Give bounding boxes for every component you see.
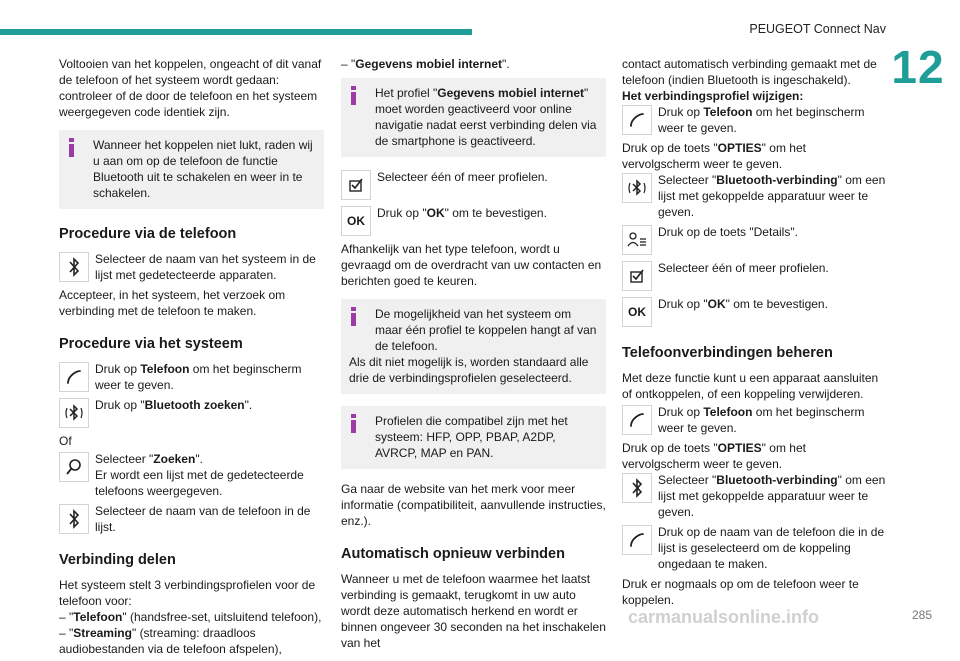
step: Druk op de toets "Details". [622, 224, 887, 256]
header-title: PEUGEOT Connect Nav [749, 22, 886, 36]
step: OK Druk op "OK" om te bevestigen. [622, 296, 887, 328]
info-note-text: Wanneer het koppelen niet lukt, raden wij u aan om op de telefoon de functie Bluetooth uit te schakelen en weer in te schakelen. [93, 138, 313, 200]
info-icon [67, 138, 77, 158]
step: Selecteer "Bluetooth-verbinding" om een lijst met gekoppelde apparatuur weer te geven. [622, 172, 887, 220]
chapter-number: 12 [891, 41, 945, 93]
bluetooth-icon [59, 504, 89, 534]
column-2: – "Gegevens mobiel internet". Het profiel "Gegevens mobiel internet" moet worden geactiveerd voor online navigatie nadat eerst verbinding delen via de smartphone is geactiveerd. Selecteer één of meer profielen. OK Druk op "OK" om te bevestigen. Afhankelijk van het type telefoon, wordt u gevraagd om de overdracht van uw contacten en berichten goed te keuren. De mogelijkheid van het systeem om maar één profiel te koppelen hangt af van de telefoon. Als dit niet mogelijk is, worden standaard alle drie de verbindingsprofielen geselecteerd. Profielen die compatibel zijn met het systeem: HFP, OPP, PBAP, A2DP, AVRCP, MAP en PAN. Ga naar de website van het merk voor meer informatie (compatibiliteit, aanvullende instructies, enz.). Automatisch opnieuw verbinden Wanneer u met de telefoon waarmee het laatst verbinding is gemaakt, terugkomt in uw auto wordt deze automatisch herkend en wordt er binnen ongeveer 30 seconden na het inschakelen van het [341, 57, 606, 650]
info-icon [349, 307, 359, 327]
section-heading: Procedure via de telefoon [59, 226, 237, 242]
step: OK Druk op "OK" om te bevestigen. [341, 205, 606, 237]
step: Selecteer de naam van de telefoon in de lijst. [59, 503, 324, 535]
details-list-icon [622, 225, 652, 255]
section-heading: Automatisch opnieuw verbinden [341, 546, 565, 562]
step: Selecteer "Bluetooth-verbinding" om een lijst met gekoppelde apparatuur weer te geven. [622, 472, 887, 520]
intro-paragraph: Voltooien van het koppelen, ongeacht of dit vanaf de telefoon of het systeem wordt gedaan: controleer of de door de telefoon en het systeem weergegeven code identiek zijn. [59, 57, 322, 119]
checkbox-icon [622, 261, 652, 291]
header-accent-bar [0, 29, 472, 35]
column-1: Voltooien van het koppelen, ongeacht of dit vanaf de telefoon of het systeem wordt gedaan: controleer of de door de telefoon en het systeem weergegeven code identiek zijn. Wanneer het koppelen niet lukt, raden wij u aan om op de telefoon de functie Bluetooth uit te schakelen en weer in te schakelen. Procedure via de telefoon Selecteer de naam van het systeem in de lijst met gedetecteerde apparaten. Accepteer, in het systeem, het verzoek om verbinding met de telefoon te maken. Procedure via het systeem Druk op Telefoon om het beginscherm weer te geven. Druk op "Bluetooth zoeken". Of Selecteer "Zoeken". Er wordt een lijst met de gedetecteerde telefoons weergegeven. Selecteer de naam van de telefoon in de lijst. Verbinding delen Het systeem stelt 3 verbindingsprofielen voor de telefoon voor: – "Telefoon" (handsfree-set, uitsluitend telefoon), – "Streaming" (streaming: draadloos audiobestanden via de telefoon afspelen), [59, 56, 324, 657]
ok-button-icon: OK [622, 297, 652, 327]
phone-icon [622, 105, 652, 135]
info-note [59, 130, 324, 209]
info-note: Profielen die compatibel zijn met het systeem: HFP, OPP, PBAP, A2DP, AVRCP, MAP en PAN. [341, 406, 606, 469]
column-3: contact automatisch verbinding gemaakt met de telefoon (indien Bluetooth is ingeschakeld). Het verbindingsprofiel wijzigen: Druk op Telefoon om het beginscherm weer te geven. Druk op de toets "OPTIES" om het vervolgscherm weer te geven. Selecteer "Bluetooth-verbinding" om een lijst met gekoppelde apparatuur weer te geven. Druk op de toets "Details". Selecteer één of meer profielen. OK Druk op "OK" om te bevestigen. Telefoonverbindingen beheren Met deze functie kunt u een apparaat aansluiten of ontkoppelen, of een koppeling verwijderen. Druk op Telefoon om het beginscherm weer te geven. Druk op de toets "OPTIES" om het vervolgscherm weer te geven. Selecteer "Bluetooth-verbinding" om een lijst met gekoppelde apparatuur weer te geven. Druk op de naam van de telefoon die in de lijst is geselecteerd om de koppeling ongedaan te maken. Druk er nogmaals op om de telefoon weer te koppelen. [622, 57, 886, 607]
info-icon [349, 414, 359, 434]
step: Druk op Telefoon om het beginscherm weer te geven. [59, 361, 324, 393]
step: Selecteer de naam van het systeem in de lijst met gedetecteerde apparaten. [59, 251, 324, 283]
info-note: Het profiel "Gegevens mobiel internet" moet worden geactiveerd voor online navigatie nadat eerst verbinding delen via de smartphone is geactiveerd. [341, 78, 606, 157]
step: Selecteer één of meer profielen. [622, 260, 887, 292]
section-heading: Telefoonverbindingen beheren [622, 345, 833, 361]
info-icon [349, 86, 359, 106]
bluetooth-icon [59, 252, 89, 282]
section-heading: Verbinding delen [59, 552, 176, 568]
step: Druk op Telefoon om het beginscherm weer te geven. [622, 404, 887, 436]
search-icon [59, 452, 89, 482]
subheading: Het verbindingsprofiel wijzigen: [622, 89, 804, 103]
checkbox-icon [341, 170, 371, 200]
watermark: carmanualsonline.info [628, 607, 820, 627]
phone-icon [59, 362, 89, 392]
step: Druk op Telefoon om het beginscherm weer te geven. [622, 104, 887, 136]
section-heading: Procedure via het systeem [59, 336, 243, 352]
bluetooth-search-icon [622, 173, 652, 203]
ok-button-icon: OK [341, 206, 371, 236]
bluetooth-icon [622, 473, 652, 503]
phone-icon [622, 405, 652, 435]
info-note: De mogelijkheid van het systeem om maar één profiel te koppelen hangt af van de telefoon. Als dit niet mogelijk is, worden standaard alle drie de verbindingsprofielen geselecteerd. [341, 299, 606, 394]
step: Druk op "Bluetooth zoeken". [59, 397, 324, 429]
step: Selecteer "Zoeken". Er wordt een lijst met de gedetecteerde telefoons weergegeven. [59, 451, 324, 499]
step: Selecteer één of meer profielen. [341, 169, 606, 201]
page-number: 285 [911, 608, 932, 622]
phone-icon [622, 525, 652, 555]
bluetooth-search-icon [59, 398, 89, 428]
step: Druk op de naam van de telefoon die in de lijst is geselecteerd om de koppeling ongedaan te maken. [622, 524, 887, 572]
